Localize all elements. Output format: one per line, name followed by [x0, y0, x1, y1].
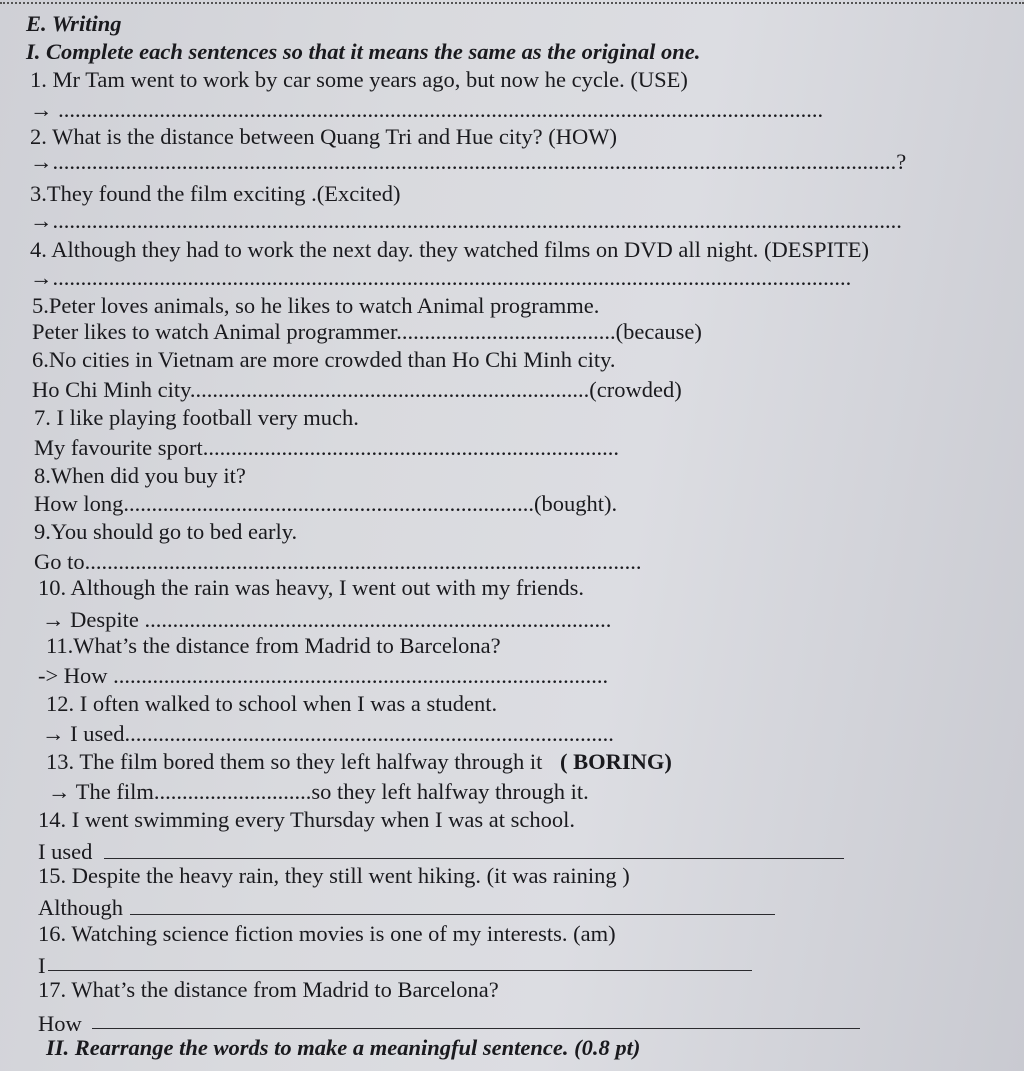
question-6: 6.No cities in Vietnam are more crowded than Ho Chi Minh city. [32, 347, 616, 372]
question-3: 3.They found the film exciting .(Excited) [30, 181, 401, 206]
question-16: 16. Watching science fiction movies is one of my interests. (am) [38, 921, 616, 946]
answer-16-label: I [38, 953, 46, 978]
answer-10: → Despite ................................................................................... [42, 607, 612, 632]
question-13 [46, 748, 672, 776]
answer-15-line [130, 914, 775, 915]
question-5: 5.Peter loves animals, so he likes to watch Animal programme. [32, 293, 600, 318]
question-11: 11.What’s the distance from Madrid to Barcelona? [46, 633, 501, 658]
question-9: 9.You should go to bed early. [34, 519, 298, 544]
answer-6: Ho Chi Minh city.......................................................................(crowded) [32, 377, 682, 402]
answer-7: My favourite sport.......................................................................... [34, 435, 619, 460]
answer-11: -> How ........................................................................................ [38, 663, 609, 688]
answer-17-line [92, 1028, 860, 1029]
answer-9: Go to................................................................................................... [34, 549, 642, 574]
answer-2: →......................................................................................................................................................? [30, 149, 907, 174]
answer-4: →.............................................................................................................................................. [30, 265, 852, 290]
question-7: 7. I like playing football very much. [34, 405, 359, 430]
question-15: 15. Despite the heavy rain, they still went hiking. (it was raining ) [38, 863, 630, 888]
question-12: 12. I often walked to school when I was a student. [46, 691, 498, 716]
answer-14-line [104, 858, 844, 859]
question-2: 2. What is the distance between Quang Tri and Hue city? (HOW) [30, 124, 617, 149]
question-13-tag: ( BORING) [559, 749, 672, 774]
question-14: 14. I went swimming every Thursday when I was at school. [38, 807, 575, 832]
question-17: 17. What’s the distance from Madrid to Barcelona? [38, 977, 499, 1002]
part1-heading: I. Complete each sentences so that it means the same as the original one. [26, 39, 701, 64]
answer-12: → I used....................................................................................... [42, 721, 614, 746]
top-dotted-rule [0, 2, 1024, 4]
answer-15-label: Although [38, 895, 124, 920]
section-title: E. Writing [26, 11, 122, 36]
answer-14-label: I used [38, 839, 93, 864]
answer-8: How long.........................................................................(bought). [34, 491, 618, 516]
answer-17-label: How [38, 1011, 82, 1036]
answer-3: →....................................................................................................................................................... [30, 208, 902, 233]
answer-16-line [48, 970, 752, 971]
question-4: 4. Although they had to work the next day. they watched films on DVD all night. (DESPITE) [30, 237, 870, 262]
question-10: 10. Although the rain was heavy, I went out with my friends. [38, 575, 584, 600]
part2-heading: II. Rearrange the words to make a meaningful sentence. (0.8 pt) [46, 1035, 641, 1060]
question-8: 8.When did you buy it? [34, 463, 246, 488]
answer-13: → The film............................so they left halfway through it. [48, 779, 589, 804]
answer-5: Peter likes to watch Animal programmer.......................................(because) [32, 319, 702, 344]
question-13-text: 13. The film bored them so they left halfway through it [46, 749, 543, 774]
answer-1: → ........................................................................................................................................ [30, 97, 824, 122]
question-1: 1. Mr Tam went to work by car some years ago, but now he cycle. (USE) [30, 67, 688, 92]
